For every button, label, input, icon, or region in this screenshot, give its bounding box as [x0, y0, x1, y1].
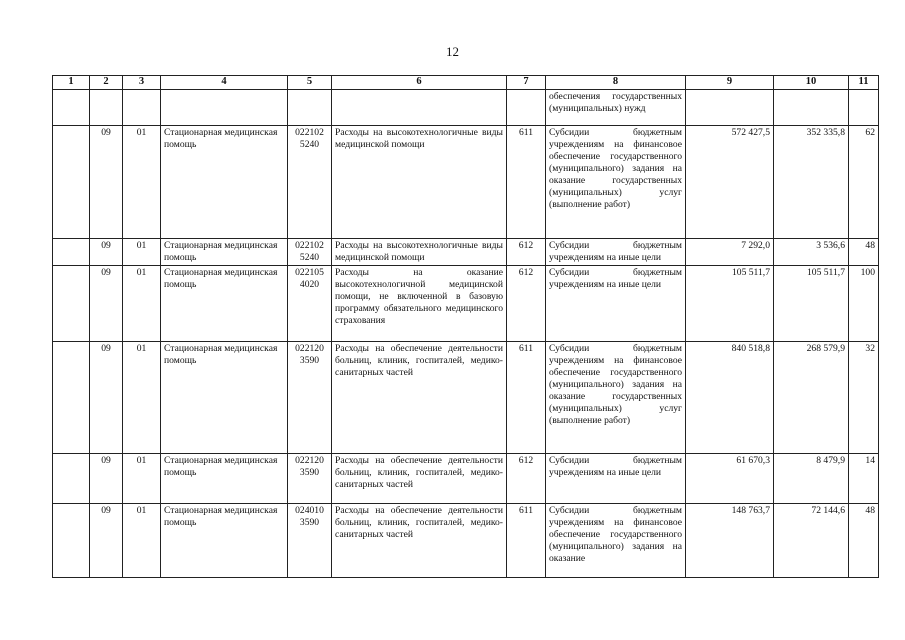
column-header: 10	[774, 76, 849, 90]
column-header: 8	[546, 76, 686, 90]
cell-expense-type: Субсидии бюджетным учреждениям на иные цели	[546, 266, 686, 342]
table-row	[53, 239, 879, 266]
cell-actual: 105 511,7	[774, 266, 849, 342]
cell-expense-type: Субсидии бюджетным учреждениям на финансовое обеспечение государственного (муниципального) задания на оказание государственных (муниципальных) услуг (выполнение работ)	[546, 342, 686, 454]
cell-name: Стационарная медицинская помощь	[161, 454, 288, 504]
cell-actual: 3 536,6	[774, 239, 849, 266]
cell-actual: 352 335,8	[774, 126, 849, 239]
cell-target-name: Расходы на обеспечение деятельности больниц, клиник, госпиталей, медико-санитарных частей	[332, 342, 507, 454]
cell-expense-type: обеспечения государственных (муниципальных) нужд	[546, 90, 686, 126]
cell-percent: 14	[849, 454, 879, 504]
cell-target-name: Расходы на обеспечение деятельности больниц, клиник, госпиталей, медико-санитарных частей	[332, 504, 507, 578]
column-header: 2	[90, 76, 123, 90]
cell-subsection: 01	[123, 454, 161, 504]
cell-target-name: Расходы на высокотехнологичные виды медицинской помощи	[332, 239, 507, 266]
cell-expense-code: 612	[507, 266, 546, 342]
cell-plan: 840 518,8	[686, 342, 774, 454]
cell-plan: 105 511,7	[686, 266, 774, 342]
cell-section: 09	[90, 342, 123, 454]
table-row	[53, 454, 879, 504]
cell-expense-code: 611	[507, 342, 546, 454]
page-number: 12	[446, 44, 459, 59]
cell-section: 09	[90, 266, 123, 342]
cell-name: Стационарная медицинская помощь	[161, 126, 288, 239]
cell-expense-type: Субсидии бюджетным учреждениям на финансовое обеспечение государственного (муниципального) задания на оказание государственных (муниципальных) услуг (выполнение работ)	[546, 126, 686, 239]
cell-subsection: 01	[123, 504, 161, 578]
cell-percent: 32	[849, 342, 879, 454]
cell-plan: 7 292,0	[686, 239, 774, 266]
column-header: 5	[288, 76, 332, 90]
table-row	[53, 504, 879, 578]
cell-subsection: 01	[123, 239, 161, 266]
column-header: 1	[53, 76, 90, 90]
cell-name: Стационарная медицинская помощь	[161, 504, 288, 578]
column-header: 4	[161, 76, 288, 90]
cell-name: Стационарная медицинская помощь	[161, 266, 288, 342]
cell-actual: 8 479,9	[774, 454, 849, 504]
header-row	[53, 76, 879, 90]
column-header: 7	[507, 76, 546, 90]
cell-subsection: 01	[123, 126, 161, 239]
cell-actual: 268 579,9	[774, 342, 849, 454]
cell-target-code: 022102 5240	[288, 126, 332, 239]
cell-target-name: Расходы на оказание высокотехнологичной медицинской помощи, не включенной в базовую программу обязательного медицинского страхования	[332, 266, 507, 342]
table-row-continuation	[53, 90, 879, 126]
cell-actual: 72 144,6	[774, 504, 849, 578]
cell-target-code: 022105 4020	[288, 266, 332, 342]
cell-section: 09	[90, 454, 123, 504]
cell-name: Стационарная медицинская помощь	[161, 239, 288, 266]
cell-expense-type: Субсидии бюджетным учреждениям на финансовое обеспечение государственного (муниципального) задания на оказание	[546, 504, 686, 578]
cell-percent: 100	[849, 266, 879, 342]
cell-percent: 48	[849, 239, 879, 266]
cell-percent: 62	[849, 126, 879, 239]
cell-expense-type: Субсидии бюджетным учреждениям на иные цели	[546, 239, 686, 266]
table-row	[53, 342, 879, 454]
cell-subsection: 01	[123, 266, 161, 342]
budget-table	[52, 75, 879, 578]
table-row	[53, 266, 879, 342]
column-header: 9	[686, 76, 774, 90]
table-row	[53, 126, 879, 239]
column-header: 3	[123, 76, 161, 90]
column-header: 6	[332, 76, 507, 90]
cell-plan: 572 427,5	[686, 126, 774, 239]
cell-target-name: Расходы на высокотехнологичные виды медицинской помощи	[332, 126, 507, 239]
cell-plan: 148 763,7	[686, 504, 774, 578]
cell-section: 09	[90, 239, 123, 266]
cell-target-code: 024010 3590	[288, 504, 332, 578]
cell-expense-code: 611	[507, 126, 546, 239]
cell-target-code: 022120 3590	[288, 454, 332, 504]
cell-expense-code: 612	[507, 239, 546, 266]
cell-expense-type: Субсидии бюджетным учреждениям на иные цели	[546, 454, 686, 504]
cell-target-code: 022102 5240	[288, 239, 332, 266]
cell-section: 09	[90, 504, 123, 578]
cell-target-code: 022120 3590	[288, 342, 332, 454]
column-header: 11	[849, 76, 879, 90]
cell-target-name: Расходы на обеспечение деятельности больниц, клиник, госпиталей, медико-санитарных частей	[332, 454, 507, 504]
cell-percent: 48	[849, 504, 879, 578]
cell-expense-code: 611	[507, 504, 546, 578]
cell-plan: 61 670,3	[686, 454, 774, 504]
cell-expense-code: 612	[507, 454, 546, 504]
cell-name: Стационарная медицинская помощь	[161, 342, 288, 454]
cell-section: 09	[90, 126, 123, 239]
cell-subsection: 01	[123, 342, 161, 454]
